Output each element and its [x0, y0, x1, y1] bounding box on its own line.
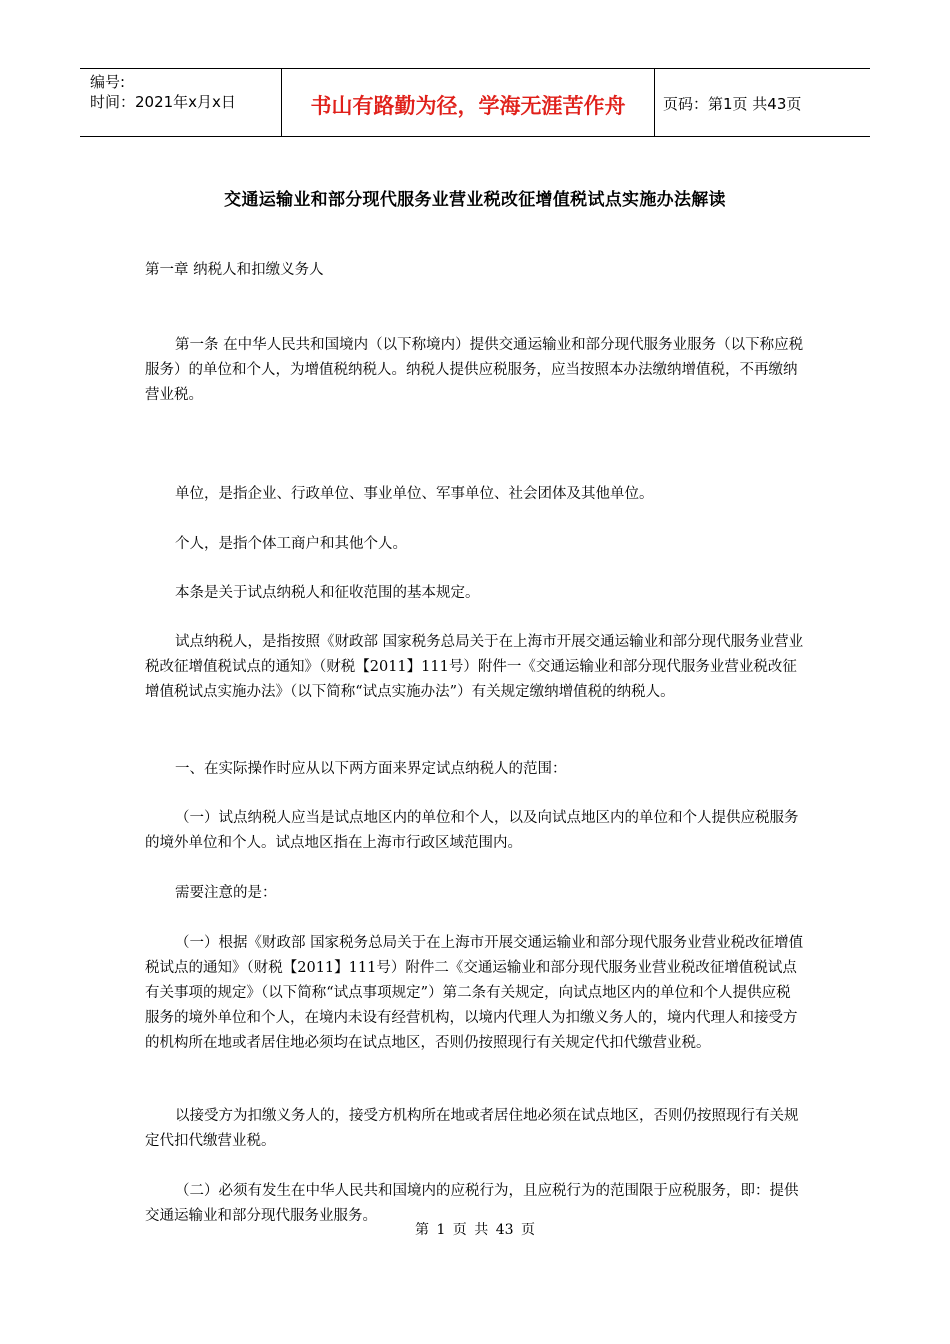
paragraph: 本条是关于试点纳税人和征收范围的基本规定。: [175, 585, 480, 601]
paragraph: 个人，是指个体工商户和其他个人。: [175, 536, 407, 552]
paragraph: 试点纳税人，是指按照《财政部 国家税务总局关于在上海市开展交通运输业和部分现代服务业营业税改征增值税试点的通知》（财税【2011】111号）附件一《交通运输业和部分现代服务业营业税改征增值税试点实施办法》（以下简称“试点实施办法”）有关规定缴纳增值税的纳税人。: [145, 634, 804, 700]
document-number-label: 编号:: [90, 73, 126, 91]
document-title: 交通运输业和部分现代服务业营业税改征增值税试点实施办法解读: [224, 190, 726, 210]
paragraph: 单位，是指企业、行政单位、事业单位、军事单位、社会团体及其他单位。: [175, 486, 654, 502]
page-footer: 第 1 页 共 43 页: [415, 1222, 535, 1238]
paragraph: 第一条 在中华人民共和国境内（以下称境内）提供交通运输业和部分现代服务业服务（以下称应税服务）的单位和个人，为增值税纳税人。纳税人提供应税服务，应当按照本办法缴纳增值税，不再缴纳营业税。: [145, 337, 804, 403]
paragraph: （一）根据《财政部 国家税务总局关于在上海市开展交通运输业和部分现代服务业营业税改征增值税试点的通知》（财税【2011】111号）附件二《交通运输业和部分现代服务业营业税改征增值税试点有关事项的规定》（以下简称“试点事项规定”）第二条有关规定，向试点地区内的单位和个人提供应税服务的境外单位和个人，在境内未设有经营机构，以境内代理人为扣缴义务人的，境内代理人和接受方的机构所在地或者居住地必须均在试点地区，否则仍按照现行有关规定代扣代缴营业税。: [145, 935, 804, 1051]
paragraph: 需要注意的是：: [175, 885, 277, 901]
header-motto: 书山有路勤为径，学海无涯苦作舟: [282, 69, 655, 136]
document-date: 时间：2021年x月x日: [90, 93, 236, 111]
paragraph: （二）必须有发生在中华人民共和国境内的应税行为，且应税行为的范围限于应税服务，即：提供交通运输业和部分现代服务业服务。: [145, 1183, 799, 1224]
header-page-info: 页码：第1页 共43页: [663, 95, 802, 113]
header-meta: [80, 69, 282, 136]
paragraph: （一）试点纳税人应当是试点地区内的单位和个人，以及向试点地区内的单位和个人提供应税服务的境外单位和个人。试点地区指在上海市行政区域范围内。: [145, 810, 799, 851]
paragraph: 一、在实际操作时应从以下两方面来界定试点纳税人的范围：: [175, 761, 567, 777]
paragraph: 以接受方为扣缴义务人的，接受方机构所在地或者居住地必须在试点地区，否则仍按照现行有关规定代扣代缴营业税。: [145, 1108, 799, 1149]
page-header: [80, 68, 870, 137]
chapter-heading: 第一章 纳税人和扣缴义务人: [145, 262, 324, 278]
